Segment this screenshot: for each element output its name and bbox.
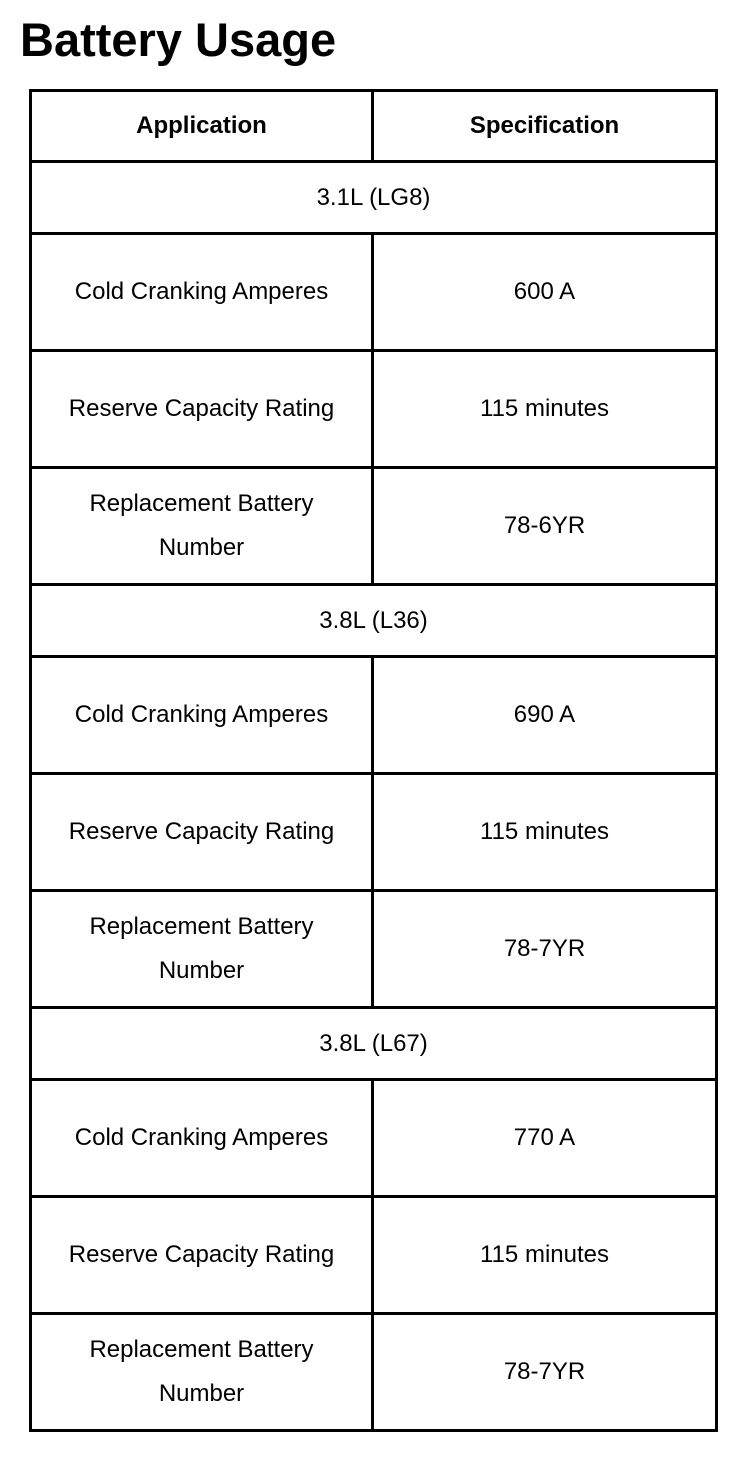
application-cell: Replacement Battery Number bbox=[31, 1314, 373, 1431]
table-row bbox=[31, 234, 717, 351]
specification-cell: 115 minutes bbox=[373, 351, 717, 468]
page-title: Battery Usage bbox=[20, 13, 337, 66]
specification-cell: 115 minutes bbox=[373, 1197, 717, 1314]
specification-cell: 770 A bbox=[373, 1080, 717, 1197]
table-row bbox=[31, 657, 717, 774]
engine-label: 3.8L (L67) bbox=[31, 1008, 717, 1080]
engine-label: 3.8L (L36) bbox=[31, 585, 717, 657]
application-cell: Replacement Battery Number bbox=[31, 468, 373, 585]
application-cell: Cold Cranking Amperes bbox=[31, 1080, 373, 1197]
engine-label: 3.1L (LG8) bbox=[31, 162, 717, 234]
engine-group-row bbox=[31, 1008, 717, 1080]
specification-cell: 78-6YR bbox=[373, 468, 717, 585]
table-row bbox=[31, 1314, 717, 1431]
table-row bbox=[31, 1080, 717, 1197]
application-cell: Reserve Capacity Rating bbox=[31, 1197, 373, 1314]
specification-cell: 78-7YR bbox=[373, 1314, 717, 1431]
application-cell: Cold Cranking Amperes bbox=[31, 657, 373, 774]
table-row bbox=[31, 1197, 717, 1314]
column-header-application: Application bbox=[31, 91, 373, 162]
application-cell: Reserve Capacity Rating bbox=[31, 351, 373, 468]
table-row bbox=[31, 891, 717, 1008]
application-cell: Reserve Capacity Rating bbox=[31, 774, 373, 891]
battery-usage-table bbox=[29, 89, 718, 1432]
engine-group-row bbox=[31, 585, 717, 657]
table-row bbox=[31, 468, 717, 585]
specification-cell: 600 A bbox=[373, 234, 717, 351]
table-header-row bbox=[31, 91, 717, 162]
specification-cell: 690 A bbox=[373, 657, 717, 774]
table-row bbox=[31, 774, 717, 891]
application-cell: Replacement Battery Number bbox=[31, 891, 373, 1008]
specification-cell: 115 minutes bbox=[373, 774, 717, 891]
application-cell: Cold Cranking Amperes bbox=[31, 234, 373, 351]
engine-group-row bbox=[31, 162, 717, 234]
table-row bbox=[31, 351, 717, 468]
specification-cell: 78-7YR bbox=[373, 891, 717, 1008]
column-header-specification: Specification bbox=[373, 91, 717, 162]
